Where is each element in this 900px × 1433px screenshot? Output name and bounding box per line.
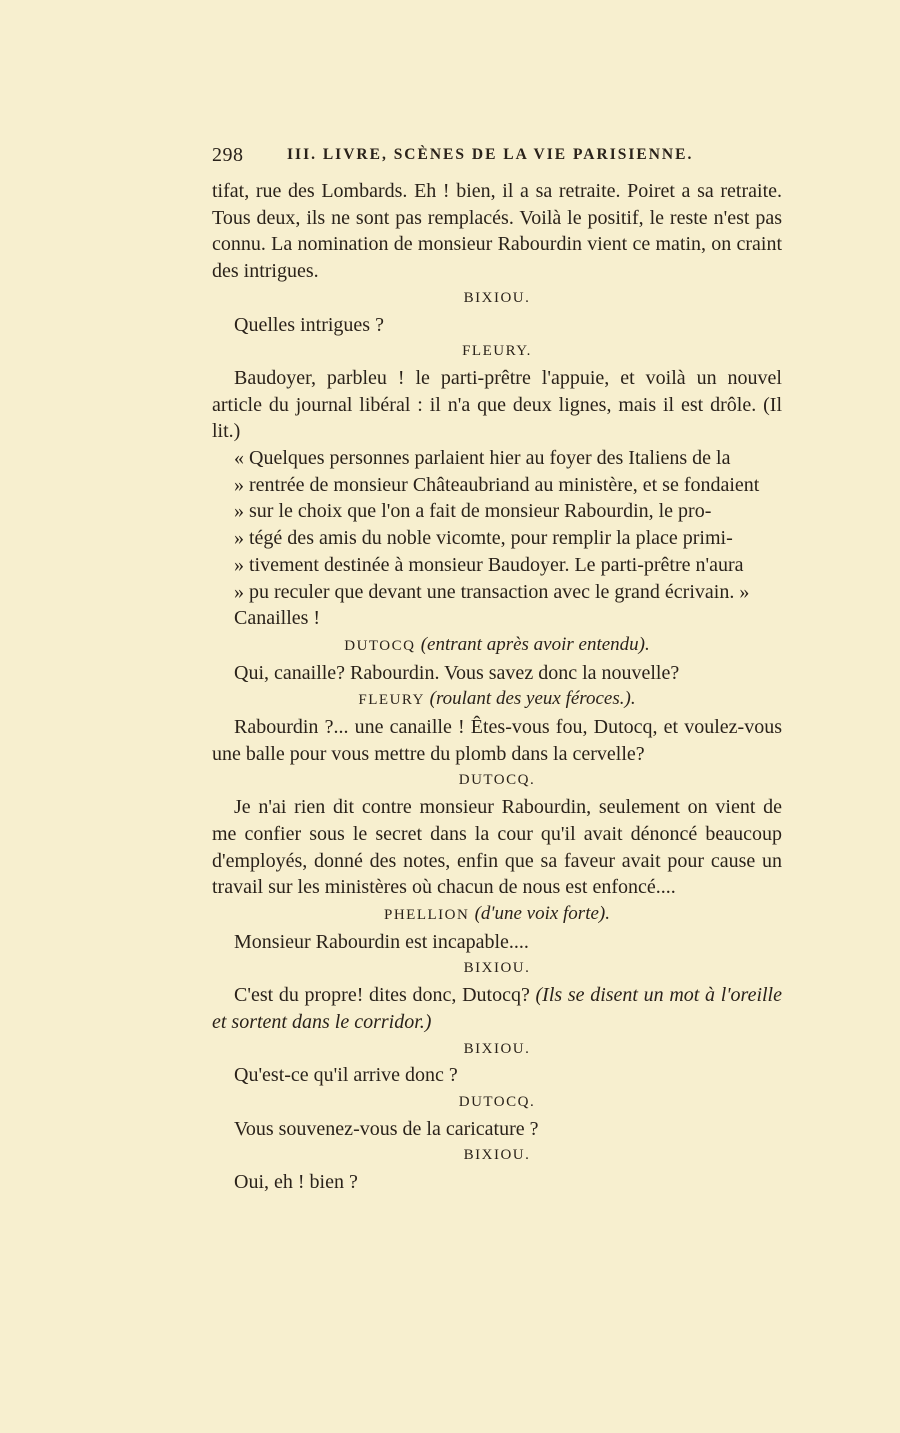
stage-direction: (entrant après avoir entendu). — [420, 633, 650, 655]
dialogue-text: C'est du propre! dites donc, Dutocq? — [234, 984, 530, 1007]
speaker-name: FLEURY — [358, 692, 425, 709]
speaker: BIXIOU. — [463, 960, 531, 977]
dialogue-line: Qui, canaille? Rabourdin. Vous savez donc la nouvelle? — [234, 661, 680, 684]
dialogue-line: Vous souvenez-vous de la caricature ? — [234, 1117, 539, 1140]
dialogue-line: Baudoyer, parbleu ! le parti-prêtre l'appuie, et voilà un nouvel article du journal libéral : il n'a que deux lignes, mais il est drôle. (Il lit.) — [212, 366, 782, 443]
stage-direction: (roulant des yeux féroces.). — [429, 688, 636, 710]
quote-line: » pu reculer que devant une transaction avec le grand écrivain. » — [234, 580, 750, 603]
speaker: FLEURY. — [462, 343, 532, 360]
page-body — [212, 178, 782, 1196]
quote-line: » sur le choix que l'on a fait de monsieur Rabourdin, le pro- — [234, 500, 712, 523]
dialogue-line: Oui, eh ! bien ? — [234, 1171, 358, 1194]
dialogue-line: Canailles ! — [234, 607, 321, 630]
paragraph: tifat, rue des Lombards. Eh ! bien, il a sa retraite. Poiret a sa retraite. Tous deux, ils ne sont pas remplacés. Voilà le positif, le reste n'est pas connu. La nomination de monsieur Rabourdin vient ce matin, on craint des intrigues. — [212, 180, 782, 283]
page-number: 298 — [212, 144, 244, 166]
stage-direction: (Ils se disent un mot à l'oreille et sortent dans le corridor.) — [212, 984, 782, 1033]
speaker — [212, 632, 782, 660]
quote-line: » rentrée de monsieur Châteaubriand au ministère, et se fondaient — [234, 473, 760, 496]
page-header — [212, 144, 782, 174]
dialogue-line: Monsieur Rabourdin est incapable.... — [234, 930, 529, 953]
speaker: BIXIOU. — [463, 1147, 531, 1164]
quote-line: « Quelques personnes parlaient hier au foyer des Italiens de la — [234, 447, 731, 470]
dialogue-line: Je n'ai rien dit contre monsieur Rabourdin, seulement on vient de me confier sous le secret dans la cour qu'il avait dénoncé beaucoup d'employés, donné des notes, enfin que sa faveur avait pour cause un travail sur les ministères où chacun de nous est enfoncé.... — [212, 796, 782, 899]
speaker: BIXIOU. — [463, 1040, 531, 1057]
stage-direction: (d'une voix forte). — [474, 902, 610, 924]
speaker — [212, 901, 782, 929]
quote-line: » tégé des amis du noble vicomte, pour remplir la place primi- — [234, 527, 733, 550]
speaker: DUTOCQ. — [458, 772, 536, 789]
quote-line: » tivement destinée à monsieur Baudoyer. Le parti-prêtre n'aura — [234, 553, 744, 576]
speaker-name: PHELLION — [383, 906, 470, 923]
speaker: DUTOCQ. — [458, 1093, 536, 1110]
dialogue-line — [212, 982, 782, 1035]
running-title: III. LIVRE, SCÈNES DE LA VIE PARISIENNE. — [287, 146, 694, 163]
dialogue-line: Rabourdin ?... une canaille ! Êtes-vous fou, Dutocq, et voulez-vous une balle pour vous mettre du plomb dans la cervelle? — [212, 716, 782, 765]
dialogue-line: Quelles intrigues ? — [234, 313, 384, 336]
speaker — [212, 686, 782, 714]
speaker-name: DUTOCQ — [344, 637, 416, 654]
speaker: BIXIOU. — [463, 289, 531, 306]
dialogue-line: Qu'est-ce qu'il arrive donc ? — [234, 1064, 458, 1087]
